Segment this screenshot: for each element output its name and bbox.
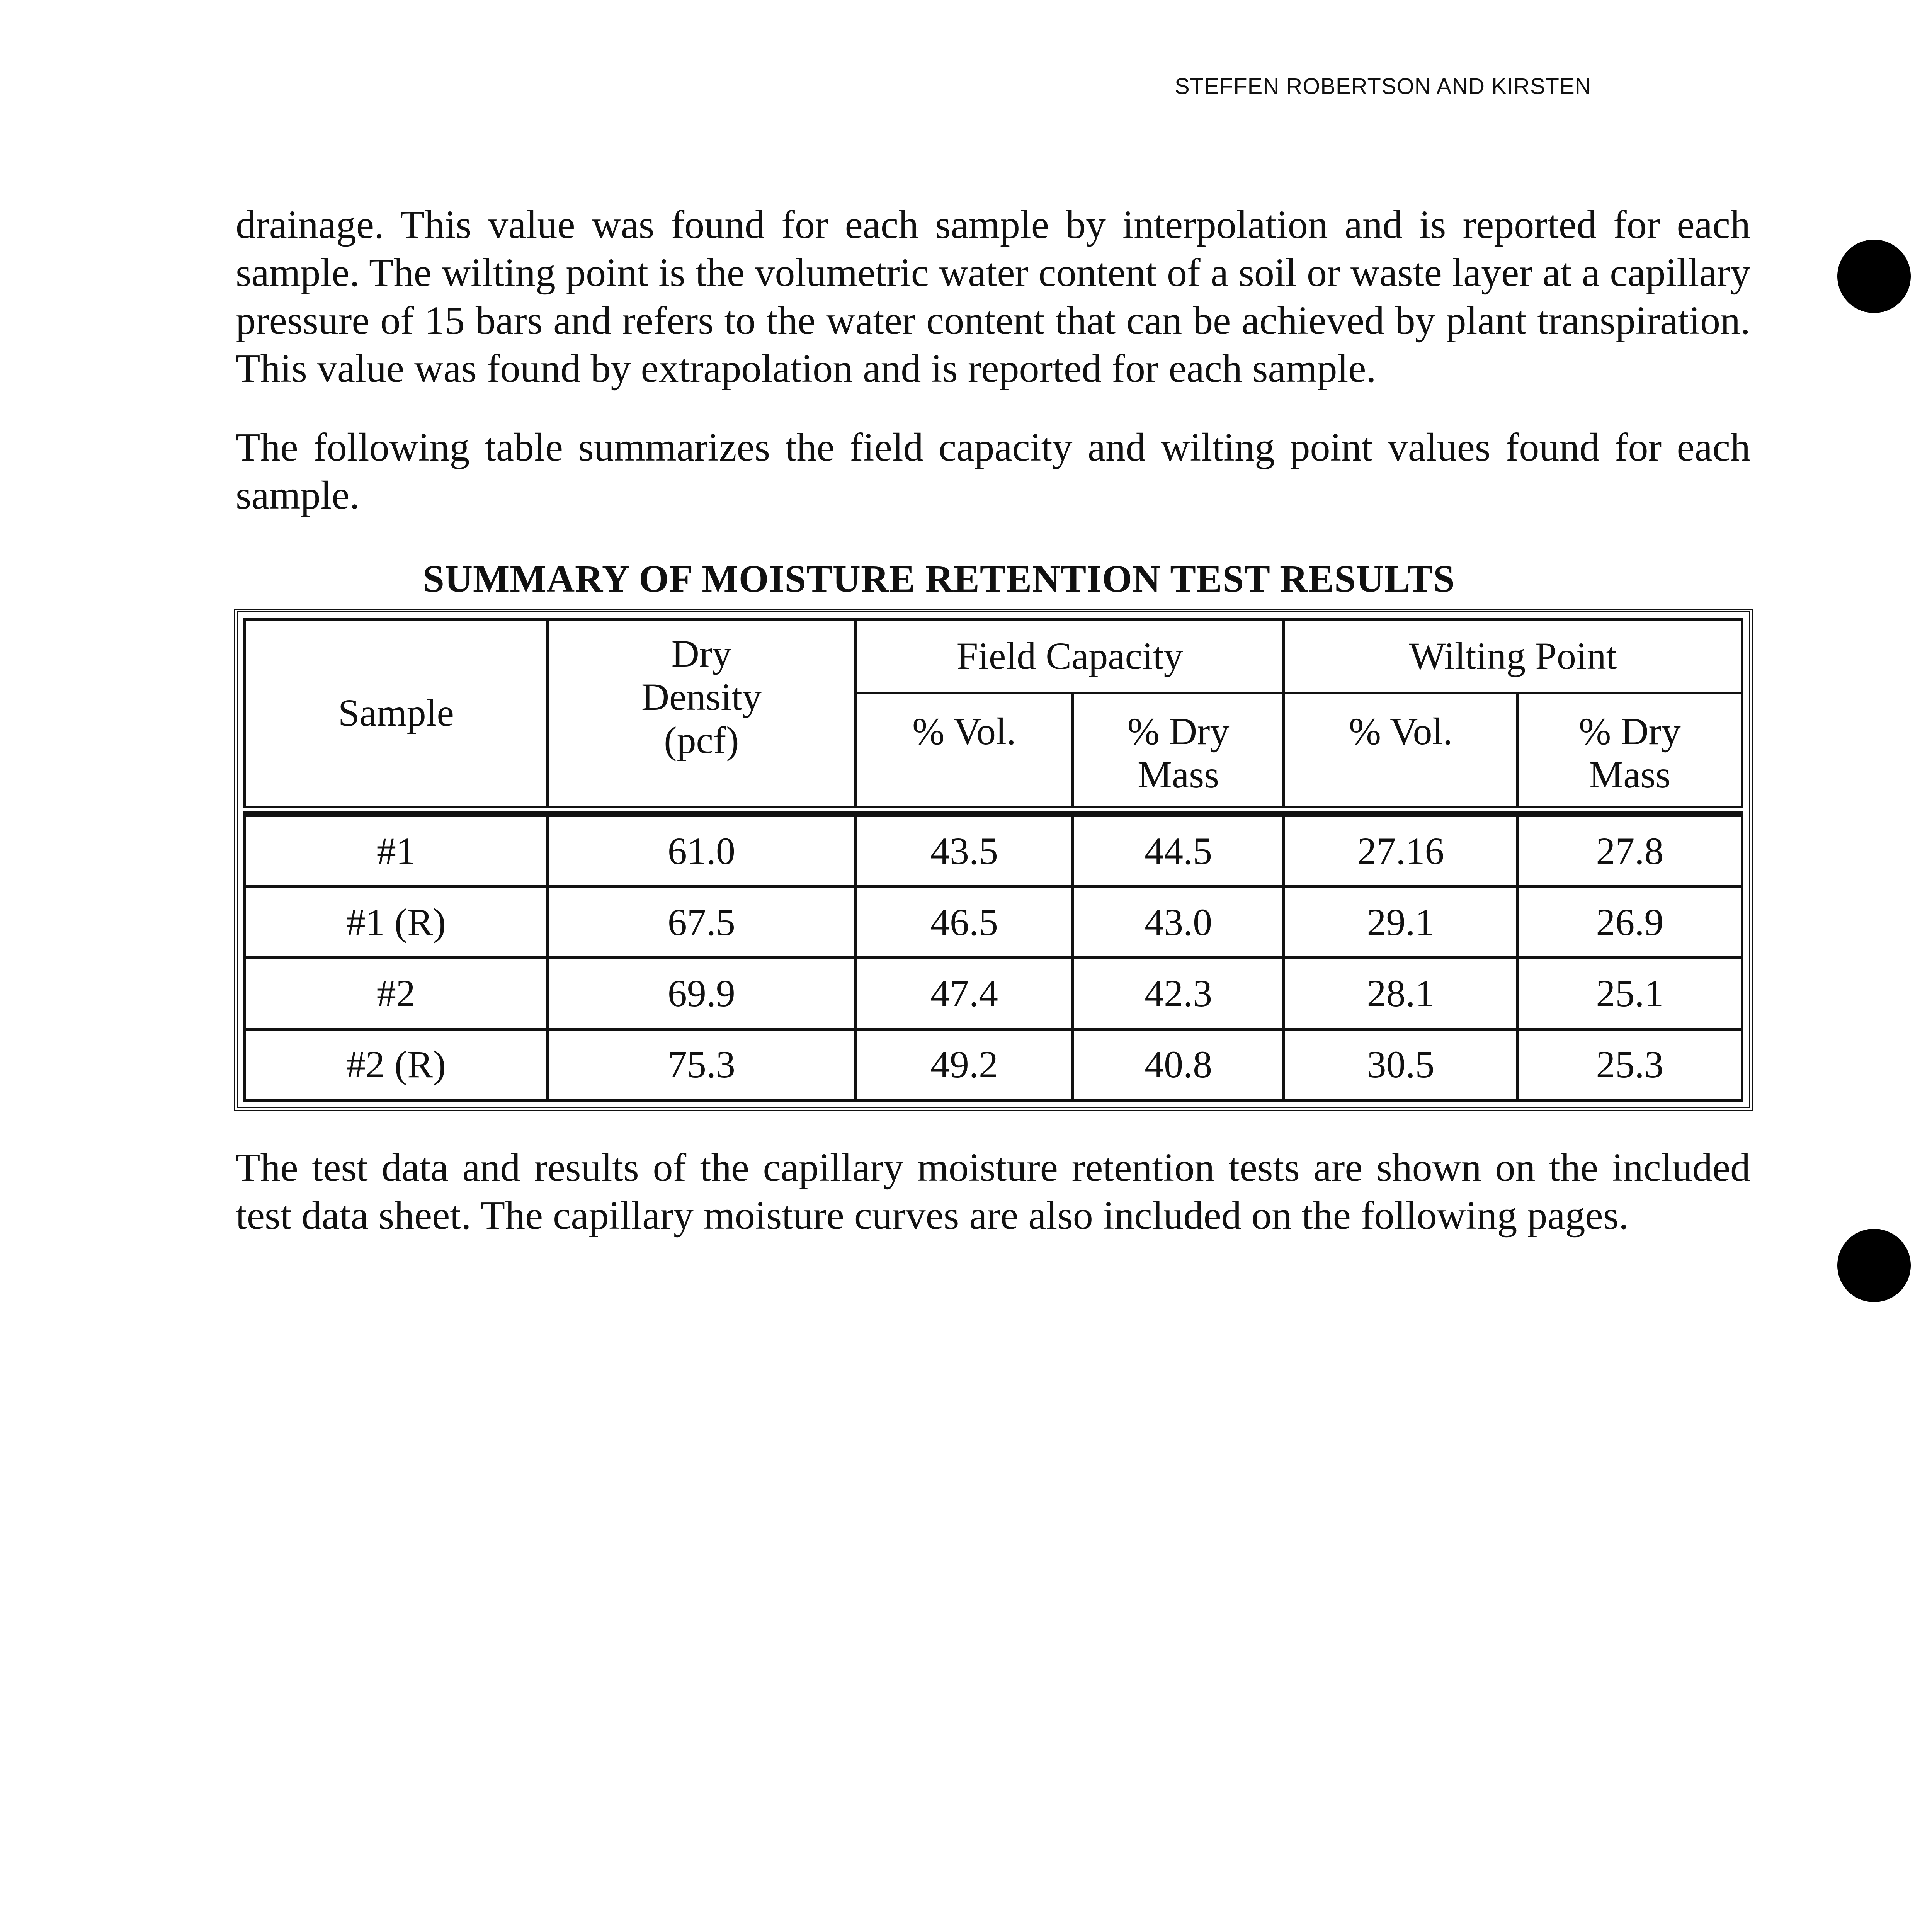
company-header: STEFFEN ROBERTSON AND KIRSTEN	[1175, 74, 1592, 99]
cell-sample: #1	[245, 815, 548, 886]
cell-wp-dry: 26.9	[1517, 887, 1742, 958]
cell-sample: #1 (R)	[245, 887, 548, 958]
header-sample: Sample	[245, 619, 548, 810]
results-table-frame	[234, 609, 1753, 1111]
cell-wp-vol: 28.1	[1284, 958, 1518, 1029]
binder-hole-middle	[1837, 1229, 1911, 1302]
header-fc-dry-line1: % Dry	[1127, 710, 1230, 753]
cell-wp-dry: 25.1	[1517, 958, 1742, 1029]
table-row	[245, 958, 1742, 1029]
header-wp-dry-line1: % Dry	[1578, 710, 1681, 753]
header-dry-density-line1: Dry	[671, 632, 732, 675]
cell-wp-vol: 30.5	[1284, 1029, 1518, 1100]
header-dry-density-line2: Density	[641, 675, 762, 718]
table-row	[245, 815, 1742, 886]
header-field-capacity: Field Capacity	[856, 619, 1284, 693]
cell-fc-dry: 42.3	[1073, 958, 1284, 1029]
paragraph-table-intro: The following table summarizes the field capacity and wilting point values found for each sample.	[236, 425, 1750, 517]
table-title: SUMMARY OF MOISTURE RETENTION TEST RESULTS	[423, 557, 1455, 600]
moisture-retention-table	[243, 618, 1743, 1102]
cell-dry-density: 61.0	[547, 815, 855, 886]
cell-dry-density: 75.3	[547, 1029, 855, 1100]
header-fc-dry-line2: Mass	[1137, 753, 1219, 796]
header-wp-dry-line2: Mass	[1589, 753, 1671, 796]
header-dry-density-line3: (pcf)	[664, 719, 739, 762]
header-wilting-point: Wilting Point	[1284, 619, 1742, 693]
header-dry-density	[547, 619, 855, 810]
cell-fc-dry: 40.8	[1073, 1029, 1284, 1100]
cell-fc-vol: 46.5	[856, 887, 1073, 958]
cell-fc-vol: 43.5	[856, 815, 1073, 886]
cell-wp-dry: 27.8	[1517, 815, 1742, 886]
cell-fc-dry: 44.5	[1073, 815, 1284, 886]
cell-fc-dry: 43.0	[1073, 887, 1284, 958]
cell-dry-density: 69.9	[547, 958, 855, 1029]
cell-dry-density: 67.5	[547, 887, 855, 958]
header-separator	[245, 810, 1742, 816]
binder-hole-top	[1837, 240, 1911, 313]
header-fc-vol: % Vol.	[856, 693, 1073, 810]
header-fc-dry-mass	[1073, 693, 1284, 810]
cell-sample: #2 (R)	[245, 1029, 548, 1100]
cell-sample: #2	[245, 958, 548, 1029]
header-wp-dry-mass	[1517, 693, 1742, 810]
cell-fc-vol: 47.4	[856, 958, 1073, 1029]
cell-wp-vol: 27.16	[1284, 815, 1518, 886]
cell-wp-vol: 29.1	[1284, 887, 1518, 958]
cell-fc-vol: 49.2	[856, 1029, 1073, 1100]
table-row	[245, 1029, 1742, 1100]
cell-wp-dry: 25.3	[1517, 1029, 1742, 1100]
paragraph-test-data: The test data and results of the capillary moisture retention tests are shown on the included test data sheet. The capillary moisture curves are also included on the following pages.	[236, 1145, 1750, 1238]
paragraph-drainage: drainage. This value was found for each sample by interpolation and is reported for each sample. The wilting point is the volumetric water content of a soil or waste layer at a capillary pressure of 15 bars and refers to the water content that can be achieved by plant transpiration. This value was found by extrapolation and is reported for each sample.	[236, 202, 1750, 391]
table-row	[245, 887, 1742, 958]
header-wp-vol: % Vol.	[1284, 693, 1518, 810]
